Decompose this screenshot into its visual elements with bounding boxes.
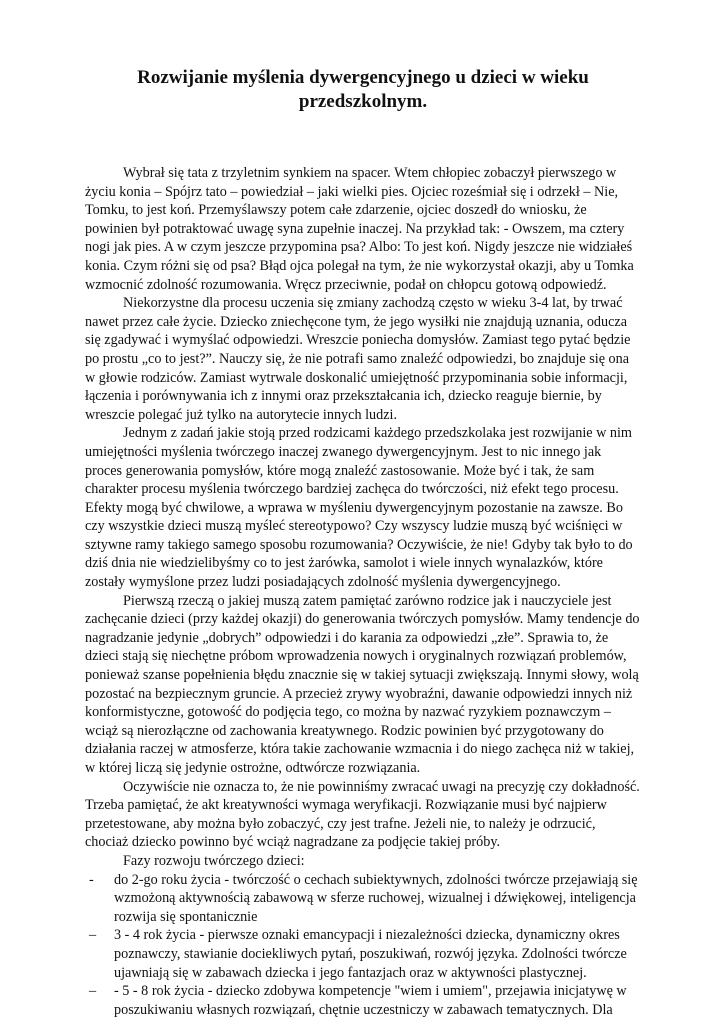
list-item-text: do 2-go roku życia - twórczość o cechach subiektywnych, zdolności twórcze przejawiają się wzmożoną aktywnością zabawową w sferze ruchowej, wizualnej i dźwiękowej, inteligencja rozwija się spontanicznie xyxy=(114,871,638,925)
paragraph-unfavorable-changes: Niekorzystne dla procesu uczenia się zmiany zachodzą często w wieku 3-4 lat, by trwać nawet przez całe życie. Dziecko zniechęcone tym, że jego wysiłki nie znajdują uznania, oducza się zgadywać i wymyślać odpowiedzi. Wreszcie poniecha domysłów. Zamiast tego pytać będzie po prostu „co to jest?”. Nauczy się, że nie potrafi samo znaleźć odpowiedzi, bo znajduje się ona w głowie rodziców. Zamiast wytrwale doskonalić umiejętność przypominania sobie informacji, łączenia i porównywania ich z innymi oraz przekształcania ich, dziecko reaguje biernie, by wreszcie polegać już tylko na autorytecie innych ludzi. xyxy=(85,295,631,423)
list-item-text: 3 - 4 rok życia - pierwsze oznaki emancypacji i niezależności dziecka, dynamiczny okres poznawczy, stawianie dociekliwych pytań, poszukiwań, rozwój języka. Zdolności twórcze ujawniają się w zabawach dziecka i jego fantazjach oraz w aktywności plastycznej. xyxy=(114,927,627,981)
list-bullet: – xyxy=(89,983,97,1000)
list-item xyxy=(85,871,641,927)
title-line-1: Rozwijanie myślenia dywergencyjnego u dzieci w wieku xyxy=(137,67,589,88)
title-line-2: przedszkolnym. xyxy=(298,91,428,112)
list-item xyxy=(85,982,641,1019)
list-bullet: – xyxy=(89,927,97,944)
list-bullet: - xyxy=(89,871,94,888)
list-item-text: - 5 - 8 rok życia - dziecko zdobywa kompetencje "wiem i umiem", przejawia inicjatywę w poszukiwaniu własnych rozwiązań, chętnie uczestniczy w zabawach tematycznych. Dla xyxy=(114,983,627,1018)
stages-heading: Fazy rozwoju twórczego dzieci: xyxy=(123,852,305,869)
paragraph-encouragement: Pierwszą rzeczą o jakiej muszą zatem pamiętać zarówno rodzice jak i nauczyciele jest zachęcanie dzieci (przy każdej okazji) do generowania twórczych pomysłów. Mamy tendencje do nagradzanie jedynie „dobrych” odpowiedzi i do karania za odpowiedzi „złe”. Sprawia to, że dzieci stają się niechętne próbom wprowadzenia nowych i oryginalnych rozwiązań problemów, ponieważ szanse popełnienia błędu znacznie się w takiej sytuacji zwiększają. Innymi słowy, wolą pozostać na bezpiecznym gruncie. A przecież zrywy wyobraźni, dawanie odpowiedzi innych niż konformistyczne, gotowość do podjęcia tego, co można by nazwać ryzykiem poznawczym – wciąż są nierozłączne od zachowania kreatywnego. Rodzic powinien być przygotowany do działania raczej w atmosferze, która takie zachowanie wzmacnia i do niego zachęca niż w takiej, w której liczą się jedynie ostrożne, odtwórcze rozwiązania. xyxy=(85,592,640,776)
document-body xyxy=(85,164,641,1019)
paragraph-intro-story: Wybrał się tata z trzyletnim synkiem na spacer. Wtem chłopiec zobaczył pierwszego w życiu konia – Spójrz tato – powiedział – jaki wielki pies. Ojciec roześmiał się i odrzekł – Nie, Tomku, to jest koń. Przemyślawszy potem całe zdarzenie, ojciec doszedł do wniosku, że powinien był potraktować uwagę syna zupełnie inaczej. Na przykład tak: - Owszem, ma cztery nogi jak pies. A w czym jeszcze przypomina psa? Albo: To jest koń. Nigdy jeszcze nie widziałeś konia. Czym różni się od psa? Błąd ojca polegał na tym, że nie wykorzystał okazji, aby u Tomka wzmocnić zdolność rozumowania. Wręcz przeciwnie, podał on chłopcu gotową odpowiedź. xyxy=(85,165,634,293)
list-item xyxy=(85,926,641,982)
paragraph-precision: Oczywiście nie oznacza to, że nie powinniśmy zwracać uwagi na precyzję czy dokładność. Trzeba pamiętać, że akt kreatywności wymaga weryfikacji. Rozwiązanie musi być najpierw przetestowane, aby można było zobaczyć, czy jest trafne. Jeżeli nie, to należy je odrzucić, chociaż dziecko powinno być wciąż nagradzane za podjęcie takiej próby. xyxy=(85,778,640,851)
stages-list xyxy=(85,871,641,1020)
paragraph-parents-task: Jednym z zadań jakie stoją przed rodzicami każdego przedszkolaka jest rozwijanie w nim umiejętności myślenia twórczego inaczej zwanego dywergencyjnym. Jest to nic innego jak proces generowania pomysłów, które mogą znaleźć zastosowanie. Może być i tak, że sam charakter procesu myślenia twórczego bardziej zachęca do twórczości, niż efekt tego procesu. Efekty mogą być chwilowe, a wprawa w myśleniu dywergencyjnym pozostanie na zawsze. Bo czy wszystkie dzieci muszą myśleć stereotypowo? Czy wszyscy ludzie muszą być wciśnięci w sztywne ramy takiego samego sposobu rozumowania? Oczywiście, że nie! Gdyby tak było to do dziś dnia nie wiedzielibyśmy co to jest żarówka, samolot i wiele innych wynalazków, które zostały wymyślone przez ludzi posiadających zdolność myślenia dywergencyjnego. xyxy=(85,425,633,591)
document-title xyxy=(85,66,641,114)
